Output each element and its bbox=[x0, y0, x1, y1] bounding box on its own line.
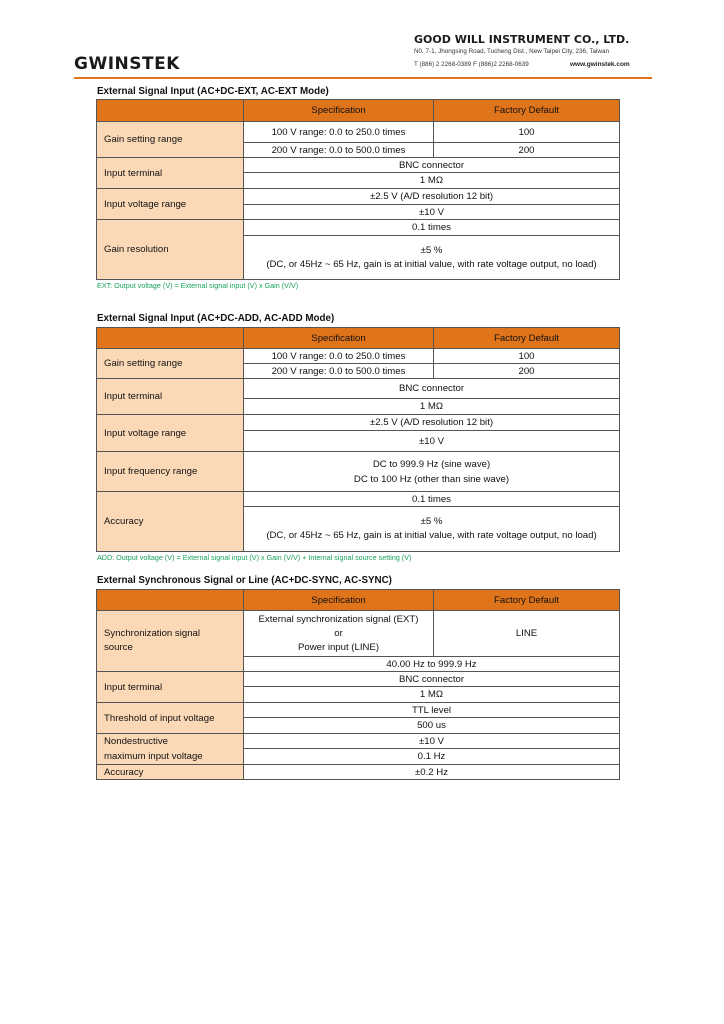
row-label: Input terminal bbox=[97, 672, 244, 703]
row-label: Input voltage range bbox=[97, 189, 244, 220]
spec-cell: 500 us bbox=[244, 718, 620, 734]
spec-cell: 0.1 times bbox=[244, 220, 620, 236]
default-cell: LINE bbox=[434, 611, 620, 657]
table-row bbox=[97, 672, 620, 687]
spec-line: or bbox=[334, 627, 343, 639]
spec-line: ±5 % bbox=[420, 244, 443, 256]
label-line: maximum input voltage bbox=[104, 751, 203, 762]
table-row bbox=[97, 122, 620, 143]
row-label: Input terminal bbox=[97, 158, 244, 189]
spec-line: External synchronization signal (EXT) bbox=[258, 613, 419, 625]
spec-line: (DC, or 45Hz ~ 65 Hz, gain is at initial value, with rate voltage output, no load) bbox=[266, 258, 597, 270]
row-label: Input terminal bbox=[97, 379, 244, 415]
header-blank bbox=[97, 100, 244, 122]
spec-cell: 100 V range: 0.0 to 250.0 times bbox=[244, 349, 434, 364]
spec-cell bbox=[244, 507, 620, 552]
spec-cell: 200 V range: 0.0 to 500.0 times bbox=[244, 364, 434, 379]
default-cell: 200 bbox=[434, 364, 620, 379]
spec-cell: 200 V range: 0.0 to 500.0 times bbox=[244, 143, 434, 158]
company-website: www.gwinstek.com bbox=[570, 61, 630, 68]
label-line: Nondestructive bbox=[104, 736, 168, 747]
table-row bbox=[97, 452, 620, 492]
table-row bbox=[97, 734, 620, 749]
row-label: Threshold of input voltage bbox=[97, 703, 244, 734]
table-row bbox=[97, 415, 620, 431]
row-label: Accuracy bbox=[97, 492, 244, 552]
header-blank bbox=[97, 590, 244, 611]
spec-cell: 1 MΩ bbox=[244, 687, 620, 703]
row-label: Gain resolution bbox=[97, 220, 244, 280]
spec-line: DC to 100 Hz (other than sine wave) bbox=[353, 473, 510, 485]
row-label: Input frequency range bbox=[97, 452, 244, 492]
label-line: Synchronization signal bbox=[104, 628, 200, 639]
company-address: N0. 7-1, Jhongsing Road, Tucheng Dist., New Taipei City, 236, Taiwan bbox=[414, 48, 609, 55]
table-row bbox=[97, 611, 620, 657]
row-label: Accuracy bbox=[97, 765, 244, 780]
spec-cell: 1 MΩ bbox=[244, 399, 620, 415]
company-phone: T (886) 2 2268-0389 F (886)2 2268-0639 bbox=[414, 61, 529, 68]
header-specification: Specification bbox=[244, 328, 434, 349]
table-row bbox=[97, 349, 620, 364]
header-specification: Specification bbox=[244, 590, 434, 611]
spec-cell: BNC connector bbox=[244, 672, 620, 687]
spec-cell: ±10 V bbox=[244, 205, 620, 220]
default-cell: 100 bbox=[434, 122, 620, 143]
header-factory-default: Factory Default bbox=[434, 590, 620, 611]
spec-cell bbox=[244, 236, 620, 280]
table-row bbox=[97, 703, 620, 718]
spec-cell: 100 V range: 0.0 to 250.0 times bbox=[244, 122, 434, 143]
default-cell: 200 bbox=[434, 143, 620, 158]
table-row bbox=[97, 379, 620, 399]
header-specification: Specification bbox=[244, 100, 434, 122]
table-header-row bbox=[97, 100, 620, 122]
spec-line: ±5 % bbox=[420, 516, 443, 527]
add-formula-note: ADD: Output voltage (V) = External signal input (V) x Gain (V/V) + Internal signal source setting (V) bbox=[97, 553, 412, 562]
spec-cell: ±10 V bbox=[244, 431, 620, 452]
add-spec-table bbox=[96, 327, 620, 552]
spec-cell: ±10 V bbox=[244, 734, 620, 749]
spec-cell: TTL level bbox=[244, 703, 620, 718]
spec-cell bbox=[244, 452, 620, 492]
table-row bbox=[97, 220, 620, 236]
spec-cell: 40.00 Hz to 999.9 Hz bbox=[244, 657, 620, 672]
section-title-sync: External Synchronous Signal or Line (AC+DC-SYNC, AC-SYNC) bbox=[97, 575, 392, 586]
row-label: Gain setting range bbox=[97, 349, 244, 379]
header-blank bbox=[97, 328, 244, 349]
spec-cell bbox=[244, 611, 434, 657]
table-header-row bbox=[97, 590, 620, 611]
header-factory-default: Factory Default bbox=[434, 328, 620, 349]
table-row bbox=[97, 492, 620, 507]
ext-spec-table bbox=[96, 99, 620, 280]
label-line: source bbox=[104, 642, 133, 653]
spec-line: DC to 999.9 Hz (sine wave) bbox=[372, 458, 491, 470]
table-row bbox=[97, 765, 620, 780]
sync-spec-table bbox=[96, 589, 620, 780]
row-label bbox=[97, 611, 244, 672]
spec-cell: ±2.5 V (A/D resolution 12 bit) bbox=[244, 189, 620, 205]
company-logo: GWINSTEK bbox=[74, 54, 180, 74]
spec-line: Power input (LINE) bbox=[297, 641, 380, 653]
spec-cell: BNC connector bbox=[244, 158, 620, 173]
header-factory-default: Factory Default bbox=[434, 100, 620, 122]
spec-cell: 0.1 Hz bbox=[244, 749, 620, 765]
table-row bbox=[97, 189, 620, 205]
table-header-row bbox=[97, 328, 620, 349]
row-label: Gain setting range bbox=[97, 122, 244, 158]
spec-cell: BNC connector bbox=[244, 379, 620, 399]
spec-cell: 1 MΩ bbox=[244, 173, 620, 189]
company-name: GOOD WILL INSTRUMENT CO., LTD. bbox=[414, 33, 630, 46]
spec-cell: ±2.5 V (A/D resolution 12 bit) bbox=[244, 415, 620, 431]
spec-line: (DC, or 45Hz ~ 65 Hz, gain is at initial value, with rate voltage output, no load) bbox=[266, 530, 597, 541]
section-title-ext: External Signal Input (AC+DC-EXT, AC-EXT Mode) bbox=[97, 86, 329, 97]
ext-formula-note: EXT: Output voltage (V) = External signal input (V) x Gain (V/V) bbox=[97, 281, 299, 290]
default-cell: 100 bbox=[434, 349, 620, 364]
row-label: Input voltage range bbox=[97, 415, 244, 452]
spec-cell: 0.1 times bbox=[244, 492, 620, 507]
row-label bbox=[97, 734, 244, 765]
table-row bbox=[97, 158, 620, 173]
header-divider bbox=[74, 77, 652, 79]
spec-cell: ±0.2 Hz bbox=[244, 765, 620, 780]
section-title-add: External Signal Input (AC+DC-ADD, AC-ADD Mode) bbox=[97, 313, 335, 324]
